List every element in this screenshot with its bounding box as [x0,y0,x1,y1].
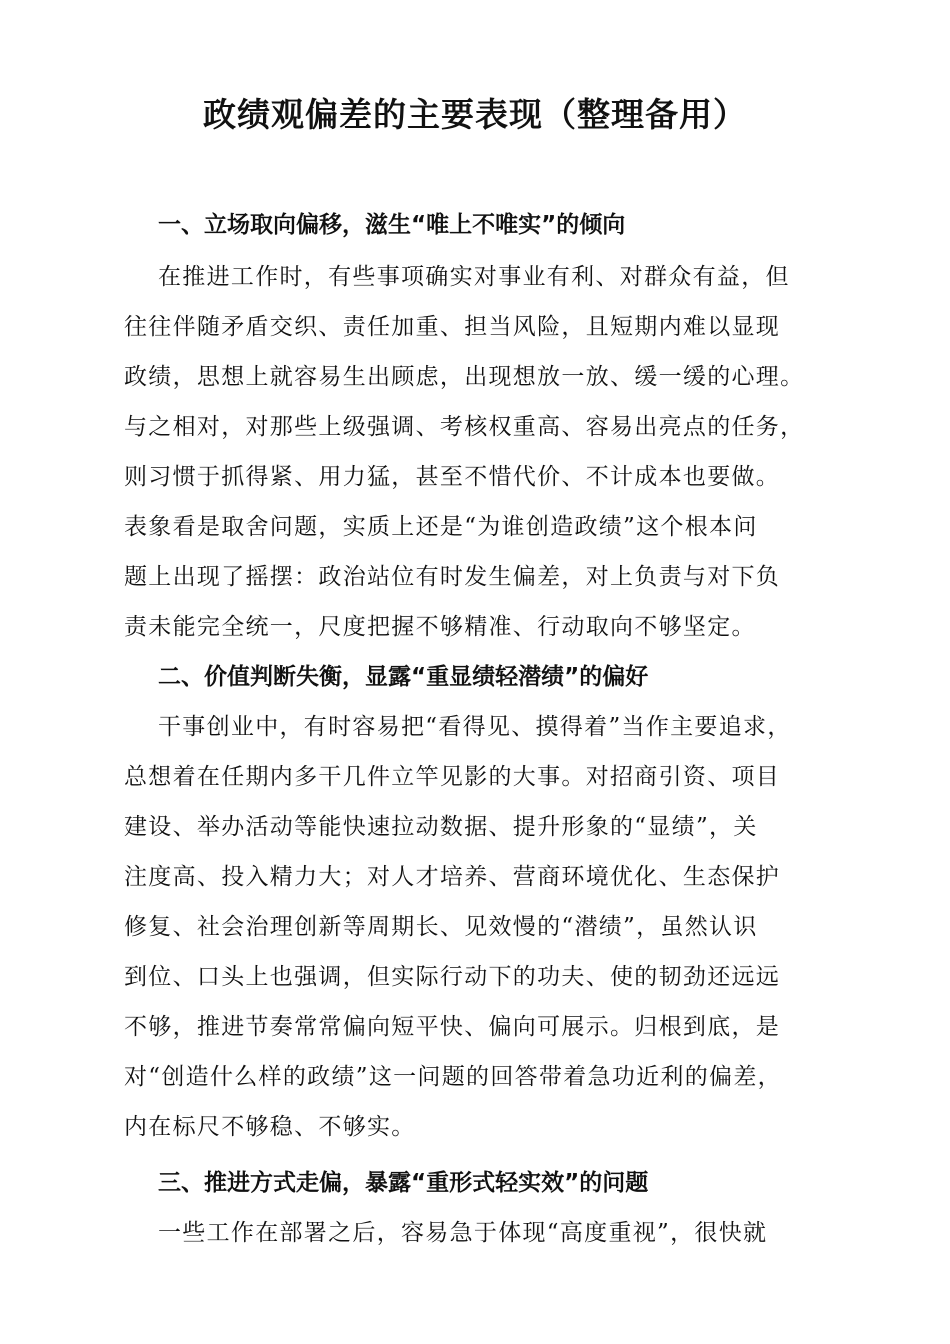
section-heading: 三、推进方式走偏，暴露“重形式轻实效”的问题 [158,1170,649,1196]
paragraph-line: 则习惯于抓得紧、用力猛，甚至不惜代价、不计成本也要做。 [124,464,781,490]
section-paragraph [124,1208,836,1258]
paragraph-line: 对“创造什么样的政绩”这一问题的回答带着急功近利的偏差， [124,1064,782,1090]
section-paragraph [124,702,836,1152]
paragraph-line: 在推进工作时，有些事项确实对事业有利、对群众有益，但 [158,264,790,290]
section-2 [124,652,836,1152]
paragraph-line: 注度高、投入精力大；对人才培养、营商环境优化、生态保护 [124,864,781,890]
section-heading: 一、立场取向偏移，滋生“唯上不唯实”的倾向 [158,212,626,238]
paragraph-line: 不够，推进节奏常常偏向短平快、偏向可展示。归根到底，是 [124,1014,781,1040]
paragraph-line: 政绩，思想上就容易生出顾虑，出现想放一放、缓一缓的心理。 [124,364,805,390]
paragraph-line: 往往伴随矛盾交织、责任加重、担当风险，且短期内难以显现 [124,314,781,340]
document-title: 政绩观偏差的主要表现（整理备用） [203,95,747,134]
section-heading: 二、价值判断失衡，显露“重显绩轻潜绩”的偏好 [158,664,649,690]
paragraph-line: 修复、社会治理创新等周期长、见效慢的“潜绩”，虽然认识 [124,914,758,940]
paragraph-line: 一些工作在部署之后，容易急于体现“高度重视”，很快就 [158,1220,768,1246]
paragraph-line: 到位、口头上也强调，但实际行动下的功夫、使的韧劲还远远 [124,964,781,990]
paragraph-line: 题上出现了摇摆：政治站位有时发生偏差，对上负责与对下负 [124,564,781,590]
paragraph-line: 干事创业中，有时容易把“看得见、摸得着”当作主要追求， [158,714,792,740]
paragraph-line: 与之相对，对那些上级强调、考核权重高、容易出亮点的任务， [124,414,805,440]
section-paragraph [124,252,836,652]
paragraph-line: 建设、举办活动等能快速拉动数据、提升形象的“显绩”，关 [124,814,758,840]
paragraph-line: 内在标尺不够稳、不够实。 [124,1114,416,1140]
document-body [124,200,836,1258]
paragraph-line: 表象看是取舍问题，实质上还是“为谁创造政绩”这个根本问 [124,514,758,540]
paragraph-line: 责未能完全统一，尺度把握不够精准、行动取向不够坚定。 [124,614,756,640]
paragraph-line: 总想着在任期内多干几件立竿见影的大事。对招商引资、项目 [124,764,781,790]
section-1 [124,200,836,652]
section-3 [124,1158,836,1258]
